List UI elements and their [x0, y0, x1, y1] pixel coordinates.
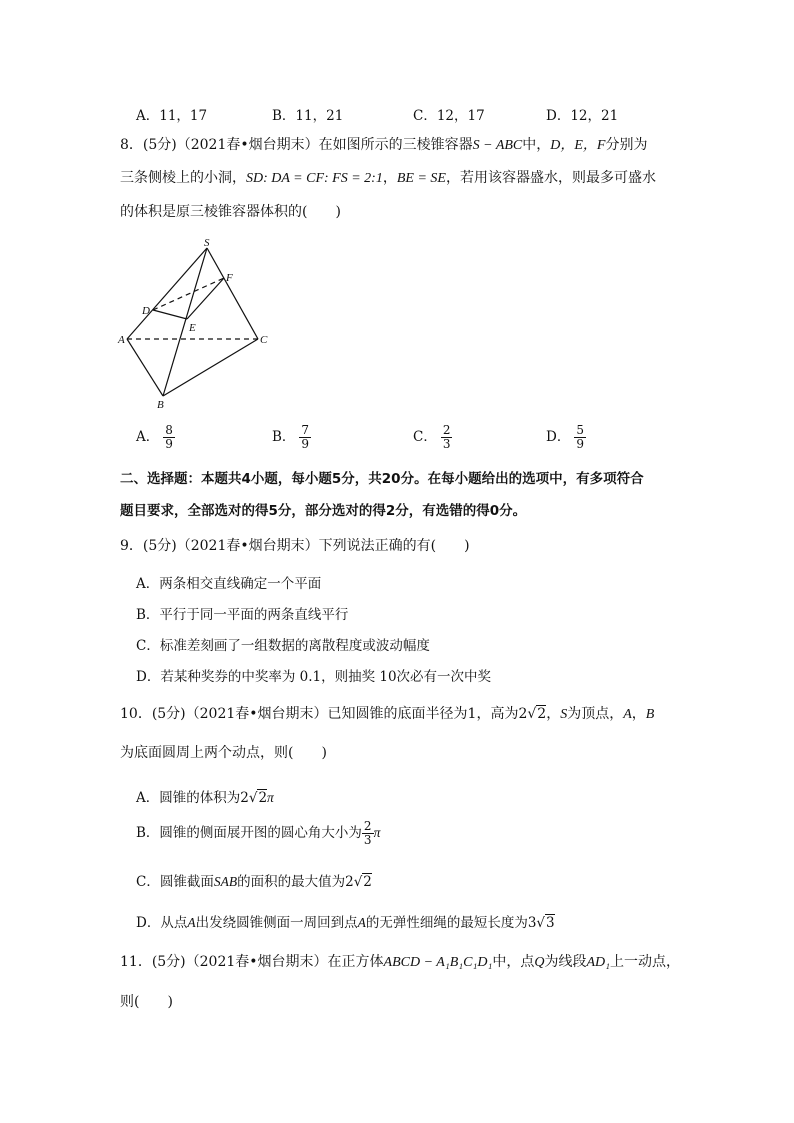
- q10-option-b-fraction: [362, 820, 374, 847]
- q8-option-b: [272, 424, 311, 451]
- tetrahedron-figure: [115, 236, 275, 414]
- q10-option-b-text: B．圆锥的侧面展开图的圆心角大小为: [136, 825, 362, 841]
- q10-comma: ，: [631, 706, 646, 722]
- q10-line1: [120, 703, 654, 723]
- segment-df-hidden: [153, 278, 224, 310]
- q10-b: B: [645, 707, 655, 722]
- q10-option-b-num: 2: [363, 819, 372, 833]
- q8-option-d-den: 9: [576, 437, 584, 451]
- q8-ratio: SD: DA = CF: FS = 2:1: [246, 171, 383, 186]
- q10-option-d-text1: D．从点: [136, 915, 188, 931]
- edge-ab: [127, 339, 163, 396]
- label-d: D: [142, 305, 150, 317]
- q10-option-d-rad: 3: [546, 915, 555, 931]
- q10-header: 10．(5分)（2021春•烟台期末）已知圆锥的底面半径为1，高为: [120, 706, 519, 722]
- q8-expr-sabc: S − ABC: [472, 138, 523, 153]
- q10-option-d: [136, 911, 555, 931]
- q9-option-b: B．平行于同一平面的两条直线平行: [136, 607, 349, 623]
- q10-option-c-text2: 的面积的最大值为: [237, 874, 346, 890]
- q8-option-d-letter: D．: [546, 429, 571, 445]
- q8-tail1: 分别为: [605, 137, 648, 153]
- label-f: F: [226, 272, 233, 284]
- q8-option-a-fraction: [163, 424, 175, 451]
- q10-option-d-a1: A: [187, 915, 196, 930]
- q10-option-b-den: 3: [363, 833, 372, 847]
- q7-option-b: B．11，21: [272, 108, 344, 124]
- q8-option-c-fraction: [441, 424, 453, 451]
- edge-sc: [207, 248, 258, 339]
- q10-option-c-sab: SAB: [213, 874, 238, 889]
- q10-line2: 为底面圆周上两个动点，则( ): [120, 745, 327, 761]
- q8-line2: [120, 167, 656, 187]
- q9-option-c: C．标准差刻画了一组数据的离散程度或波动幅度: [136, 638, 430, 654]
- q8-option-b-den: 9: [301, 437, 310, 451]
- q10-option-b-pi: π: [373, 825, 381, 840]
- q10-option-d-text2: 出发绕圆锥侧面一周回到点: [195, 915, 358, 931]
- q10-height-rad: 2: [537, 706, 547, 722]
- section2-line1: 二、选择题：本题共4小题，每小题5分，共20分。在每小题给出的选项中，有多项符合: [120, 471, 644, 487]
- q10-option-a-text: A．圆锥的体积为: [136, 790, 241, 806]
- label-c: C: [260, 334, 268, 346]
- segment-de: [153, 310, 187, 319]
- q8-option-a: [136, 424, 175, 451]
- q8-option-d-num: 5: [576, 423, 584, 437]
- q8-option-a-den: 9: [165, 437, 173, 451]
- q10-sqrt-sign: √: [527, 706, 537, 722]
- q8-option-a-num: 8: [165, 423, 173, 437]
- q8-option-c: [413, 424, 452, 451]
- q11-q: Q: [534, 955, 545, 970]
- q8-line2-a: 三条侧棱上的小洞，: [120, 170, 246, 186]
- q10-option-c-sqrt: √: [353, 874, 363, 890]
- q8-option-a-letter: A．: [136, 429, 160, 445]
- q10-a: A: [623, 707, 632, 722]
- q7-option-a: A．11，17: [136, 108, 208, 124]
- label-e: E: [189, 322, 196, 334]
- label-s: S: [204, 237, 210, 249]
- q10-option-a-rad: 2: [258, 790, 268, 806]
- q8-option-c-letter: C．: [413, 429, 437, 445]
- q11-mid: 中，点: [492, 954, 535, 970]
- q11-seg: AD₁: [586, 955, 610, 970]
- q10-option-d-text3: 的无弹性细绳的最短长度为: [365, 915, 528, 931]
- q8-option-d-fraction: [574, 424, 586, 451]
- q8-line2-b: ，若用该容器盛水，则最多可盛水: [445, 170, 656, 186]
- q8-line1: [120, 134, 647, 154]
- label-a: A: [118, 334, 125, 346]
- q10-option-c-coef: 2: [345, 874, 354, 890]
- q8-line3: 的体积是原三棱锥容器体积的( ): [120, 204, 341, 220]
- q11-header: 11．(5分)（2021春•烟台期末）在正方体: [120, 954, 384, 970]
- q10-height-coef: 2: [518, 706, 528, 722]
- q10-option-c-rad: 2: [363, 874, 372, 890]
- q8-option-b-num: 7: [301, 423, 310, 437]
- q9-option-a: A．两条相交直线确定一个平面: [136, 576, 322, 592]
- q7-option-c: C．12，17: [413, 108, 485, 124]
- q11-line2: 则( ): [120, 994, 173, 1010]
- q8-option-b-letter: B．: [272, 429, 296, 445]
- q8-option-d: [546, 424, 586, 451]
- q8-option-c-num: 2: [442, 423, 451, 437]
- q10-option-a-coef: 2: [240, 790, 249, 806]
- q11-tail: 上一动点，: [609, 954, 680, 970]
- section2-line2: 题目要求，全部选对的得5分，部分选对的得2分，有选错的得0分。: [120, 503, 527, 519]
- q10-option-a-sqrt: √: [248, 790, 258, 806]
- q11-cube: ABCD − A₁B₁C₁D₁: [383, 955, 493, 970]
- q10-option-c-text1: C．圆锥截面: [136, 874, 214, 890]
- q11-line1: [120, 951, 680, 971]
- label-b: B: [157, 399, 164, 411]
- q8-header: 8．(5分)（2021春•烟台期末）在如图所示的三棱锥容器: [120, 137, 473, 153]
- q8-points: D，E，F: [550, 138, 606, 153]
- q11-mid2: 为线段: [544, 954, 587, 970]
- q9-header: 9．(5分)（2021春•烟台期末）下列说法正确的有( ): [120, 538, 470, 554]
- q10-option-a-pi: π: [267, 790, 274, 805]
- q7-option-d: D．12，21: [546, 108, 619, 124]
- q8-option-b-fraction: [299, 424, 311, 451]
- q10-option-c: [136, 870, 372, 890]
- q9-option-d: D．若某种奖券的中奖率为 0.1，则抽奖 10次必有一次中奖: [136, 669, 492, 685]
- q8-after-expr: 中，: [522, 137, 551, 153]
- q10-s: S: [560, 707, 568, 722]
- q10-option-d-coef: 3: [527, 915, 537, 931]
- q10-option-b: [136, 820, 380, 847]
- q10-option-d-a2: A: [357, 915, 366, 930]
- q8-eq: BE = SE: [396, 171, 446, 186]
- q10-option-a: [136, 786, 274, 806]
- q10-option-d-sqrt: √: [536, 915, 546, 931]
- q8-sep: ，: [382, 170, 397, 186]
- q8-option-c-den: 3: [442, 437, 451, 451]
- q10-vertex: 为顶点，: [567, 706, 624, 722]
- q10-mid: ，: [546, 706, 561, 722]
